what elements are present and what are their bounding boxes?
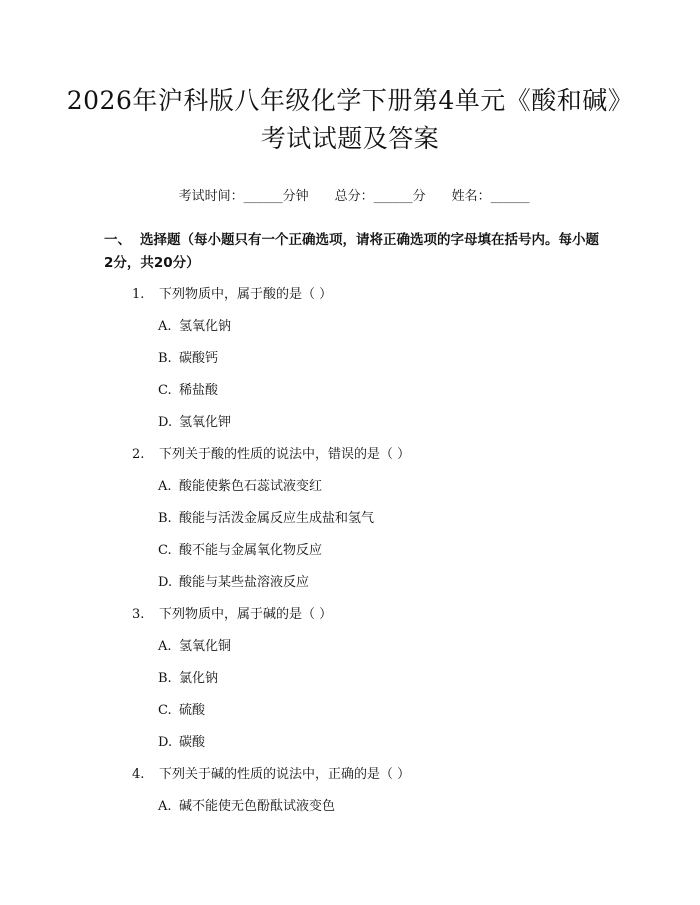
option-letter: B. [158,351,172,366]
option-letter: D. [158,735,173,750]
option-letter: C. [158,703,172,718]
option-text: 氢氧化钾 [179,415,232,430]
question-stem [132,283,332,302]
option-letter: C. [158,383,172,398]
answer-option [158,571,309,590]
total-score-field: 总分：______分 [334,189,426,204]
option-text: 氯化钠 [179,671,219,686]
question-text: 下列物质中，属于碱的是（ ） [159,607,333,622]
option-letter: A. [158,319,172,334]
answer-option [158,731,205,750]
option-text: 硫酸 [179,703,206,718]
option-letter: D. [158,575,173,590]
option-text: 碳酸钙 [179,351,219,366]
answer-option [158,539,322,558]
question-stem [132,443,410,462]
option-letter: A. [158,479,172,494]
student-name-field: 姓名：______ [451,189,530,204]
option-text: 氢氧化铜 [179,639,232,654]
answer-option [158,411,231,430]
option-letter: D. [158,415,173,430]
option-text: 稀盐酸 [179,383,219,398]
question-number: 2. [132,447,145,462]
question-number: 1. [132,287,145,302]
option-text: 酸能与活泼金属反应生成盐和氢气 [179,511,375,526]
section-instructions: 选择题（每小题只有一个正确选项，请将正确选项的字母填在括号内。每小题2分，共20分） [104,232,599,271]
document-title: 2026年沪科版八年级化学下册第4单元《酸和碱》考试试题及答案 [66,86,634,153]
question-number: 3. [132,607,145,622]
answer-option [158,667,218,686]
question-number: 4. [132,767,145,782]
answer-option [158,635,231,654]
answer-option [158,315,231,334]
exam-time-field: 考试时间：______分钟 [178,189,309,204]
question-text: 下列关于碱的性质的说法中，正确的是（ ） [159,767,411,782]
answer-option [158,507,374,526]
option-letter: A. [158,799,172,814]
question-text: 下列关于酸的性质的说法中，错误的是（ ） [159,447,411,462]
option-letter: B. [158,511,172,526]
option-text: 酸能与某些盐溶液反应 [179,575,310,590]
question-stem [132,603,332,622]
question-text: 下列物质中，属于酸的是（ ） [159,287,333,302]
question-stem [132,763,410,782]
answer-option [158,347,218,366]
option-letter: B. [158,671,172,686]
answer-option [158,475,322,494]
option-text: 碱不能使无色酚酞试液变色 [179,799,336,814]
option-letter: C. [158,543,172,558]
answer-option [158,795,335,814]
section-number: 一、 [104,232,131,248]
option-text: 氢氧化钠 [179,319,232,334]
option-text: 酸不能与金属氧化物反应 [179,543,323,558]
option-text: 酸能使紫色石蕊试液变红 [179,479,323,494]
option-text: 碳酸 [179,735,206,750]
answer-option [158,379,218,398]
answer-option [158,699,205,718]
option-letter: A. [158,639,172,654]
